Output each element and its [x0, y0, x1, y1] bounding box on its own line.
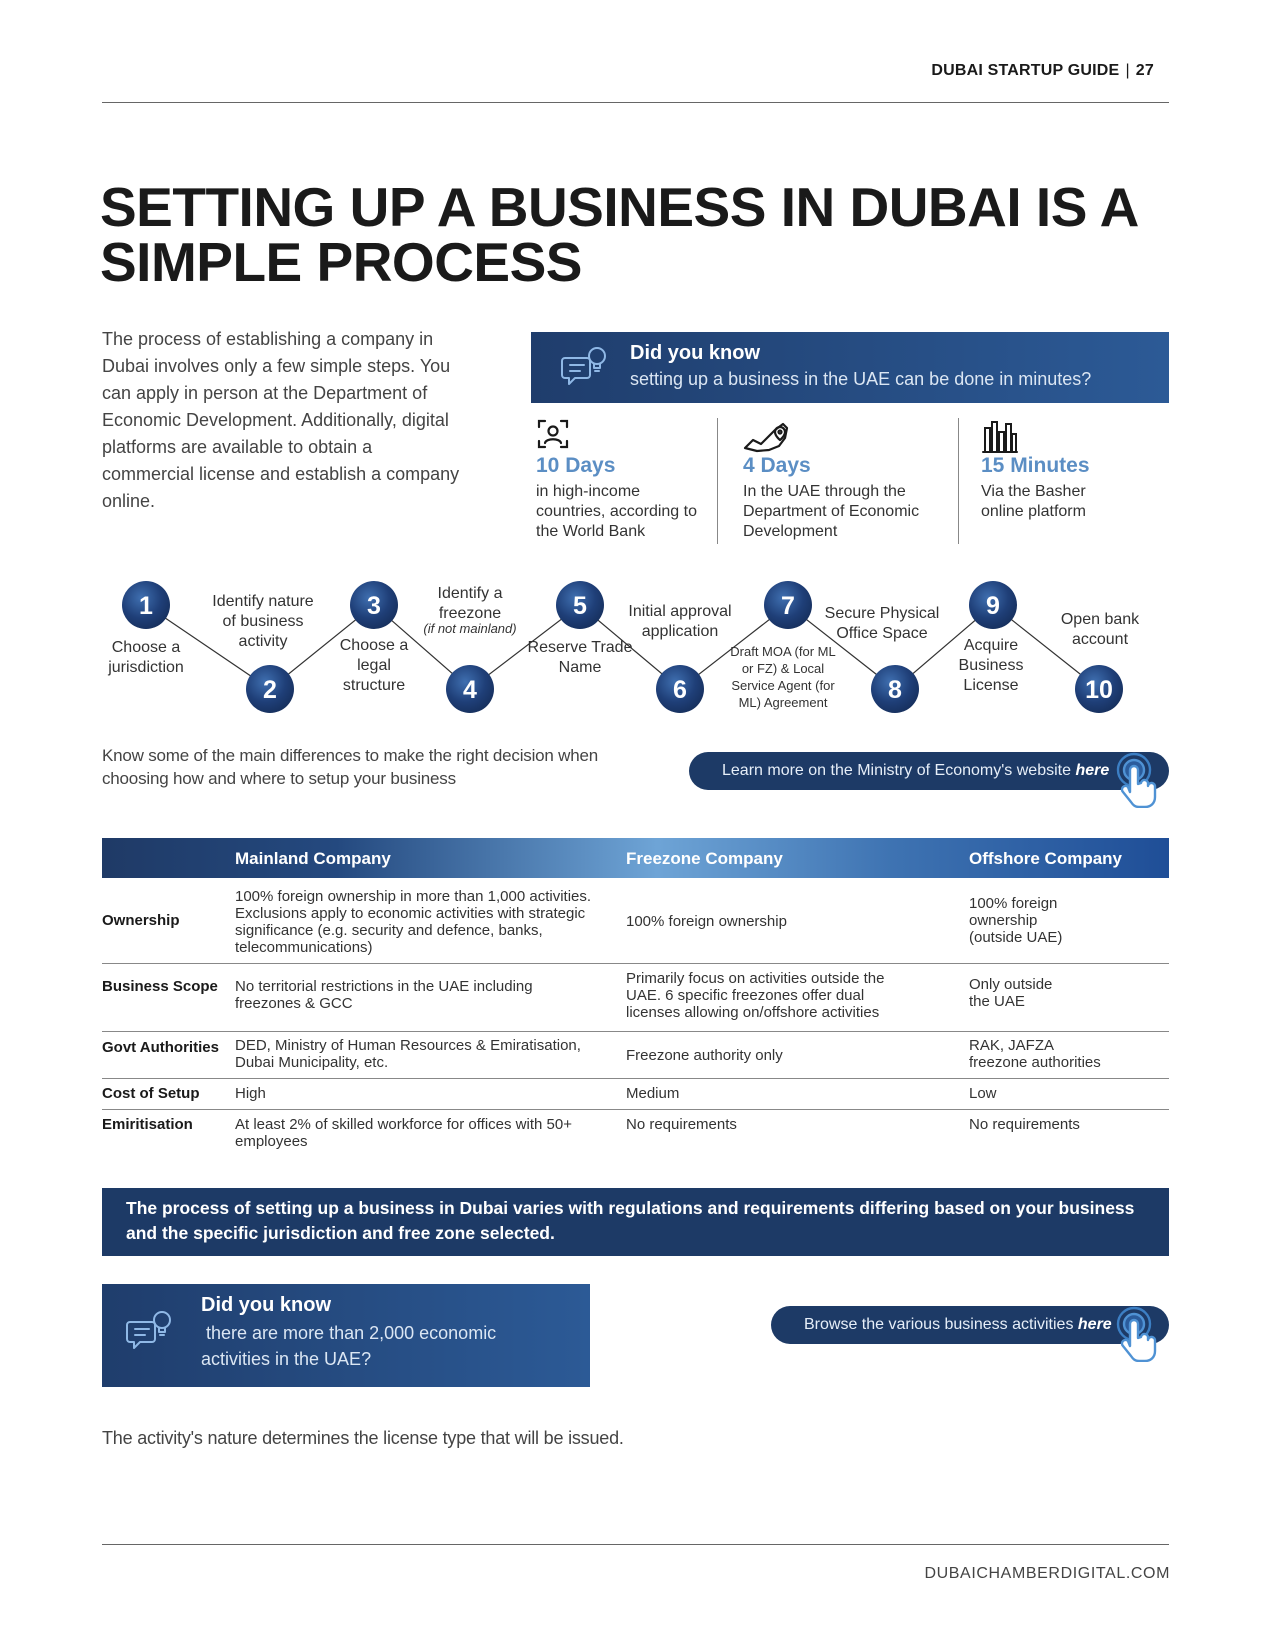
stat-value: 15 Minutes: [981, 454, 1090, 477]
chat-bulb-icon: [126, 1308, 174, 1359]
row-label: Govt Authorities: [102, 1039, 219, 1056]
cell-offshore: 100% foreign ownership (outside UAE): [969, 895, 1063, 946]
intro-paragraph: The process of establishing a company in Dubai involves only a few simple steps. You can apply in person at the Department of Economic Development. Additionally, digital platforms are available to obtain a commercial license and establish a company online.: [102, 329, 460, 511]
cell-freezone: Medium: [626, 1085, 680, 1102]
step-number: 4: [463, 676, 477, 704]
did-you-know-text: there are more than 2,000 economic activities in the UAE?: [201, 1323, 497, 1369]
footer-website[interactable]: DUBAICHAMBERDIGITAL.COM: [924, 1565, 1170, 1582]
footer-rule: [102, 1544, 1169, 1545]
cell-mainland: No territorial restrictions in the UAE including freezones & GCC: [235, 978, 533, 1012]
hand-pointer-icon[interactable]: [1114, 752, 1162, 813]
step-circle: [656, 665, 704, 713]
learn-more-link[interactable]: [689, 752, 1169, 790]
running-head: [931, 62, 1154, 80]
step-circle: [122, 581, 170, 629]
stat-divider: [717, 418, 718, 544]
learn-more-here[interactable]: here: [1075, 762, 1110, 779]
did-you-know-title: Did you know: [201, 1294, 331, 1316]
know-differences-text: Know some of the main differences to make the right decision when choosing how and where to setup your business: [102, 746, 599, 788]
chat-bulb-icon: [561, 344, 609, 395]
page-title: SETTING UP A BUSINESS IN DUBAI IS A SIMPLE PROCESS: [100, 176, 1137, 293]
cell-freezone: Freezone authority only: [626, 1047, 783, 1064]
table-row: [102, 878, 1169, 964]
step-label: Acquire Business License: [958, 637, 1024, 694]
stat-basher: [981, 418, 1131, 542]
step-label: Open bank account: [1060, 611, 1140, 648]
table-header: [102, 838, 1169, 878]
step-circle: [764, 581, 812, 629]
step-circle: [556, 581, 604, 629]
step-sublabel: (if not mainland): [423, 621, 517, 636]
table-row: [102, 1032, 1169, 1079]
cell-mainland: 100% foreign ownership in more than 1,000 activities. Exclusions apply to economic activities with strategic significance (e.g. security and defence, banks, telecommunications): [235, 888, 592, 956]
process-note-banner: The process of setting up a business in Dubai varies with regulations and requirements differing based on your business and the specific jurisdiction and free zone selected.: [102, 1188, 1169, 1256]
step-label: Choose a jurisdiction: [108, 639, 184, 676]
header-freezone: Freezone Company: [626, 849, 783, 868]
step-circle: [1075, 665, 1123, 713]
stat-divider: [958, 418, 959, 544]
skyline-icon: [981, 418, 1019, 459]
stat-value: 10 Days: [536, 454, 616, 477]
comparison-table: [102, 838, 1169, 1158]
header-mainland: Mainland Company: [235, 849, 391, 868]
browse-here[interactable]: here: [1077, 1316, 1112, 1333]
table-row: [102, 1110, 1169, 1158]
step-number: 10: [1085, 676, 1113, 704]
browse-text: Browse the various business activities: [804, 1316, 1078, 1333]
cell-freezone: 100% foreign ownership: [626, 913, 787, 930]
stat-value: 4 Days: [743, 454, 811, 477]
cell-mainland: At least 2% of skilled workforce for offices with 50+ employees: [235, 1116, 572, 1150]
cell-freezone: No requirements: [626, 1116, 737, 1133]
step-number: 2: [263, 676, 277, 704]
person-scan-icon: [536, 418, 570, 455]
cell-mainland: DED, Ministry of Human Resources & Emiratisation, Dubai Municipality, etc.: [235, 1037, 581, 1071]
guide-title: DUBAI STARTUP GUIDE: [931, 62, 1120, 79]
did-you-know-banner: [531, 332, 1169, 403]
browse-activities-link[interactable]: [771, 1306, 1169, 1344]
cell-offshore: RAK, JAFZA freezone authorities: [969, 1037, 1101, 1071]
row-label: Cost of Setup: [102, 1085, 200, 1102]
stat-description: Via the Basher online platform: [981, 483, 1086, 520]
step-label: Reserve Trade Name: [527, 639, 633, 676]
step-label: Identify a freezone: [437, 585, 503, 622]
header-rule: [102, 102, 1169, 103]
step-number: 3: [367, 592, 381, 620]
stat-description: in high-income countries, according to the World Bank: [536, 483, 697, 540]
step-label: Identify nature of business activity: [212, 593, 314, 650]
cell-mainland: High: [235, 1085, 266, 1102]
step-number: 1: [139, 592, 153, 620]
row-label: Business Scope: [102, 978, 218, 995]
step-label: Secure Physical Office Space: [824, 605, 940, 642]
page-number: 27: [1135, 62, 1154, 79]
step-label: Draft MOA (for ML or FZ) & Local Service Agent (for ML) Agreement: [730, 644, 836, 710]
row-label: Ownership: [102, 912, 180, 929]
header-offshore: Offshore Company: [969, 849, 1123, 868]
table-row: [102, 1079, 1169, 1110]
step-number: 7: [781, 592, 795, 620]
step-label: Choose a legal structure: [339, 637, 409, 694]
cell-offshore: No requirements: [969, 1116, 1080, 1133]
header-separator: |: [1125, 62, 1130, 79]
stat-world-bank: [536, 418, 706, 542]
step-circle: [246, 665, 294, 713]
did-you-know-banner: [102, 1284, 590, 1387]
learn-more-text: Learn more on the Ministry of Economy's website: [722, 762, 1076, 779]
step-number: 6: [673, 676, 687, 704]
step-number: 9: [986, 592, 1000, 620]
uae-map-pin-icon: [743, 418, 791, 459]
step-number: 8: [888, 676, 902, 704]
step-circle: [446, 665, 494, 713]
table-row: [102, 964, 1169, 1032]
did-you-know-text: setting up a business in the UAE can be done in minutes?: [630, 369, 1092, 389]
step-circle: [350, 581, 398, 629]
stat-description: In the UAE through the Department of Economic Development: [743, 483, 920, 540]
cell-freezone: Primarily focus on activities outside the UAE. 6 specific freezones offer dual licenses allowing on/offshore activities: [626, 970, 885, 1021]
step-circle: [871, 665, 919, 713]
step-label: Initial approval application: [628, 603, 732, 640]
step-circle: [969, 581, 1017, 629]
row-label: Emiritisation: [102, 1116, 193, 1133]
activity-note: The activity's nature determines the license type that will be issued.: [102, 1428, 624, 1448]
cell-offshore: Only outside the UAE: [969, 976, 1053, 1010]
cell-offshore: Low: [969, 1085, 997, 1102]
hand-pointer-icon[interactable]: [1114, 1306, 1162, 1367]
did-you-know-title: Did you know: [630, 342, 760, 364]
stat-uae-ded: [743, 418, 943, 542]
step-number: 5: [573, 592, 587, 620]
